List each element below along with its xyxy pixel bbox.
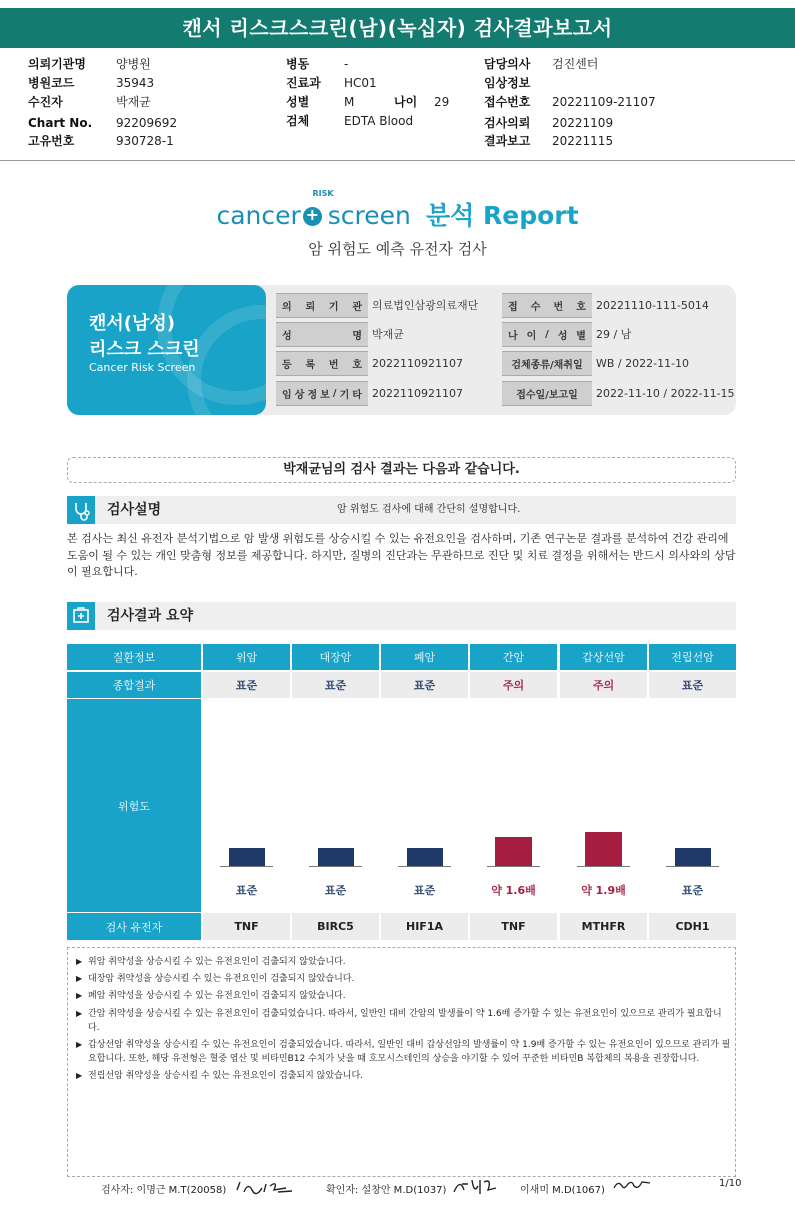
- page-number: 1/10: [719, 1178, 742, 1189]
- overall-result: 표준: [381, 672, 468, 698]
- triangle-right-icon: ▶: [76, 1040, 83, 1049]
- label-char: 상: [294, 390, 305, 401]
- bar-baseline: [398, 866, 451, 867]
- label-char: 성: [282, 331, 292, 342]
- report-icon: [67, 602, 95, 630]
- card-field-label: [502, 322, 592, 347]
- bar-baseline: [309, 866, 362, 867]
- header-value: 35943: [116, 76, 155, 90]
- label-char: /: [545, 329, 549, 340]
- card-title: [89, 311, 200, 363]
- note-text: 갑상선암 취약성을 상승시킬 수 있는 유전요인이 검출되었습니다. 따라서, 일반인 대비 갑상선암의 발생률이 약 1.9배 증가할 수 있는 유전요인이 있으므로 관리가 필요합니다. 또한, 해당 유전형은 혈중 엽산 및 비타민B12 수치가 낮을 때 호모시스테인의 상승을 야기할 수 있어 꾸준한 비타민B 복합체의 복용을 권장합니다.: [88, 1040, 731, 1064]
- exam-description-paragraph: [67, 531, 739, 581]
- risk-bar: [585, 832, 622, 866]
- label-char: 별: [576, 331, 586, 342]
- overall-result: 주의: [470, 672, 557, 698]
- header-value: 검진센터: [552, 57, 599, 71]
- result-intro-banner: 박재균님의 검사 결과는 다음과 같습니다.: [67, 457, 736, 483]
- card-field-value: 2022110921107: [372, 357, 463, 370]
- risk-label: 표준: [681, 884, 704, 897]
- card-field-label: [276, 322, 368, 347]
- note-item: [76, 1069, 731, 1083]
- risk-bar: [407, 848, 443, 866]
- label-char: 관: [352, 302, 362, 313]
- note-item: [76, 989, 731, 1003]
- risk-bar: [229, 848, 265, 866]
- note-text: 대장암 취약성을 상승시킬 수 있는 유전요인이 검출되지 않았습니다.: [88, 974, 355, 984]
- bar-baseline: [577, 866, 630, 867]
- disease-header: 간암: [470, 644, 557, 670]
- risk-bar: [675, 848, 711, 866]
- label-char: /: [332, 388, 337, 399]
- risk-bar: [318, 848, 354, 866]
- header-value: 양병원: [116, 57, 151, 71]
- card-field-value: 의료법인삼광의료재단: [372, 299, 479, 312]
- card-field-label: [502, 293, 592, 318]
- disease-header: 대장암: [292, 644, 379, 670]
- note-item: [76, 1038, 731, 1066]
- label-char: 정: [307, 390, 318, 401]
- label-char: 록: [305, 360, 316, 371]
- header-value: EDTA Blood: [344, 114, 414, 128]
- header-value: 29: [434, 95, 450, 109]
- note-text: 폐암 취약성을 상승시킬 수 있는 유전요인이 검출되지 않았습니다.: [88, 991, 346, 1001]
- risk-label: 표준: [324, 884, 347, 897]
- risk-label: 약 1.9배: [581, 884, 626, 897]
- header-label: 병동: [286, 57, 310, 71]
- label-char: 보: [320, 390, 330, 401]
- header-label: 검사의뢰: [484, 116, 531, 130]
- doctor-text: 이새미 M.D(1067): [520, 1185, 605, 1196]
- examiner-signature: [234, 1178, 296, 1196]
- header-divider: [0, 160, 795, 161]
- logo-risk-text: RISK: [312, 189, 334, 198]
- gene-name: BIRC5: [292, 913, 379, 940]
- header-label: 수진자: [28, 95, 63, 109]
- header-value: 930728-1: [116, 134, 174, 148]
- card-field-value: 2022-11-10 / 2022-11-15: [596, 387, 735, 400]
- card-field-label: [502, 351, 592, 376]
- overall-result: 표준: [649, 672, 736, 698]
- label-char: 기: [328, 302, 339, 313]
- label-text: 검체종류/채취일: [511, 360, 583, 371]
- label-char: 성: [557, 331, 568, 342]
- card-field-value: WB / 2022-11-10: [596, 357, 690, 370]
- label-char: 이: [526, 331, 537, 342]
- label-char: 등: [282, 360, 292, 371]
- label-text: 접수일/보고일: [516, 390, 578, 401]
- paragraph-line: 도움이 될 수 있는 개인 맞춤형 정보를 제공합니다. 하지만, 질병의 진단과는 무관하므로 진단 및 치료 결정을 위해서는 반드시 의사와의 상담: [67, 548, 736, 562]
- header-label: 성별: [286, 95, 310, 109]
- label-char: 수: [530, 302, 541, 313]
- label-char: 번: [553, 302, 564, 313]
- label-char: 뢰: [305, 302, 316, 313]
- gene-name: TNF: [470, 913, 557, 940]
- header-value: 20221109: [552, 116, 614, 130]
- triangle-right-icon: ▶: [76, 1071, 83, 1080]
- note-item: [76, 955, 731, 969]
- card-title-line2: 리스크 스크린: [89, 339, 200, 360]
- section-exam-description: [67, 496, 736, 524]
- header-label: 의뢰기관명: [28, 57, 86, 71]
- stethoscope-icon: [67, 496, 95, 524]
- logo-screen-text: screen: [327, 201, 411, 230]
- bar-baseline: [487, 866, 540, 867]
- row-label-overall: 종합결과: [67, 672, 201, 698]
- header-label: 나이: [394, 95, 418, 109]
- header-label: Chart No.: [28, 116, 93, 130]
- row-label-gene: 검사 유전자: [67, 913, 201, 940]
- label-char: 호: [352, 360, 362, 371]
- header-value: HC01: [344, 76, 377, 90]
- disease-header: 갑상선암: [560, 644, 647, 670]
- label-char: 타: [352, 390, 362, 401]
- card-field-value: 29 / 남: [596, 328, 632, 341]
- card-field-label: [276, 381, 368, 406]
- report-subtitle: 암 위험도 예측 유전자 검사: [308, 240, 487, 258]
- note-text: 간암 취약성을 상승시킬 수 있는 유전요인이 검출되었습니다. 따라서, 일반인 대비 간암의 발생률이 약 1.6배 증가할 수 있는 유전요인이 있으므로 관리가 필요합니다.: [88, 1009, 722, 1033]
- label-char: 임: [282, 390, 292, 401]
- header-label: 담당의사: [484, 57, 531, 71]
- paragraph-line: 본 검사는 최신 유전자 분석기법으로 암 발생 위험도를 상승시킬 수 있는 유전요인을 검사하며, 기존 연구논문 결과를 분석하여 건강 관리에: [67, 532, 729, 545]
- label-char: 명: [352, 331, 362, 342]
- logo-cancer-text: cancer: [216, 201, 301, 230]
- header-value: M: [344, 95, 355, 109]
- header-value: -: [344, 57, 349, 71]
- confirmer-signature: [452, 1176, 500, 1196]
- logo-report-text: 분석 Report: [425, 201, 579, 230]
- header-label: 임상정보: [484, 76, 531, 90]
- label-char: 접: [508, 302, 518, 313]
- card-field-label: [502, 381, 592, 406]
- note-item: [76, 972, 731, 986]
- card-field-value: 20221110-111-5014: [596, 299, 709, 312]
- cancer-risk-screen-logo: [0, 189, 795, 232]
- risk-area-bg: [203, 699, 736, 912]
- gene-name: TNF: [203, 913, 290, 940]
- note-text: 위암 취약성을 상승시킬 수 있는 유전요인이 검출되지 않았습니다.: [88, 957, 346, 967]
- section-title: 검사설명: [107, 502, 162, 518]
- risk-label: 약 1.6배: [491, 884, 536, 897]
- bar-baseline: [666, 866, 719, 867]
- triangle-right-icon: ▶: [76, 991, 83, 1000]
- header-value: 20221115: [552, 134, 614, 148]
- gene-name: HIF1A: [381, 913, 468, 940]
- section-result-summary: [67, 602, 736, 630]
- note-text: 전립선암 취약성을 상승시킬 수 있는 유전요인이 검출되지 않았습니다.: [88, 1071, 364, 1081]
- risk-label: 표준: [413, 884, 436, 897]
- card-title-en: Cancer Risk Screen: [89, 361, 196, 374]
- risk-label: 표준: [235, 884, 258, 897]
- section-title: 검사결과 요약: [107, 608, 194, 624]
- header-label: 진료과: [286, 76, 321, 90]
- result-notes-box: [67, 947, 736, 1177]
- overall-result: 표준: [203, 672, 290, 698]
- card-field-value: 박재균: [372, 328, 404, 341]
- note-item: [76, 1007, 731, 1035]
- bar-baseline: [220, 866, 273, 867]
- label-char: 기: [339, 390, 350, 401]
- triangle-right-icon: ▶: [76, 1009, 83, 1018]
- gene-name: CDH1: [649, 913, 736, 940]
- report-title-banner: 캔서 리스크스크린(남)(녹십자) 검사결과보고서: [0, 8, 795, 48]
- header-value: 20221109-21107: [552, 95, 656, 109]
- gene-name: MTHFR: [560, 913, 647, 940]
- doctor-signature: [612, 1178, 652, 1192]
- label-char: 번: [328, 360, 339, 371]
- header-value: 92209692: [116, 116, 178, 130]
- triangle-right-icon: ▶: [76, 957, 83, 966]
- disease-header: 폐암: [381, 644, 468, 670]
- label-char: 의: [282, 302, 292, 313]
- label-char: 나: [508, 331, 518, 342]
- triangle-right-icon: ▶: [76, 974, 83, 983]
- overall-result: 표준: [292, 672, 379, 698]
- header-label: 병원코드: [28, 76, 75, 90]
- header-label: 결과보고: [484, 134, 531, 148]
- risk-bar: [495, 837, 532, 866]
- header-label: 검체: [286, 114, 310, 128]
- examiner-text: 검사자: 이명근 M.T(20058): [101, 1185, 227, 1196]
- logo-plus-icon: [303, 207, 322, 226]
- disease-header: 전립선암: [649, 644, 736, 670]
- confirmer-text: 확인자: 설창안 M.D(1037): [326, 1185, 447, 1196]
- overall-result: 주의: [560, 672, 647, 698]
- disease-header: 위암: [203, 644, 290, 670]
- card-brand-panel: [67, 285, 266, 415]
- header-label: 고유번호: [28, 134, 75, 148]
- card-field-value: 2022110921107: [372, 387, 463, 400]
- card-title-line1: 캔서(남성): [89, 313, 176, 334]
- paragraph-line: 이 필요합니다.: [67, 565, 138, 578]
- header-label: 접수번호: [484, 95, 531, 109]
- card-field-label: [276, 293, 368, 318]
- card-field-label: [276, 351, 368, 376]
- header-value: 박재균: [116, 95, 151, 109]
- row-label-risk: 위험도: [67, 699, 201, 912]
- label-char: 호: [576, 302, 586, 313]
- section-desc: 암 위험도 검사에 대해 간단히 설명합니다.: [337, 504, 521, 515]
- row-label-disease: 질환정보: [67, 644, 201, 670]
